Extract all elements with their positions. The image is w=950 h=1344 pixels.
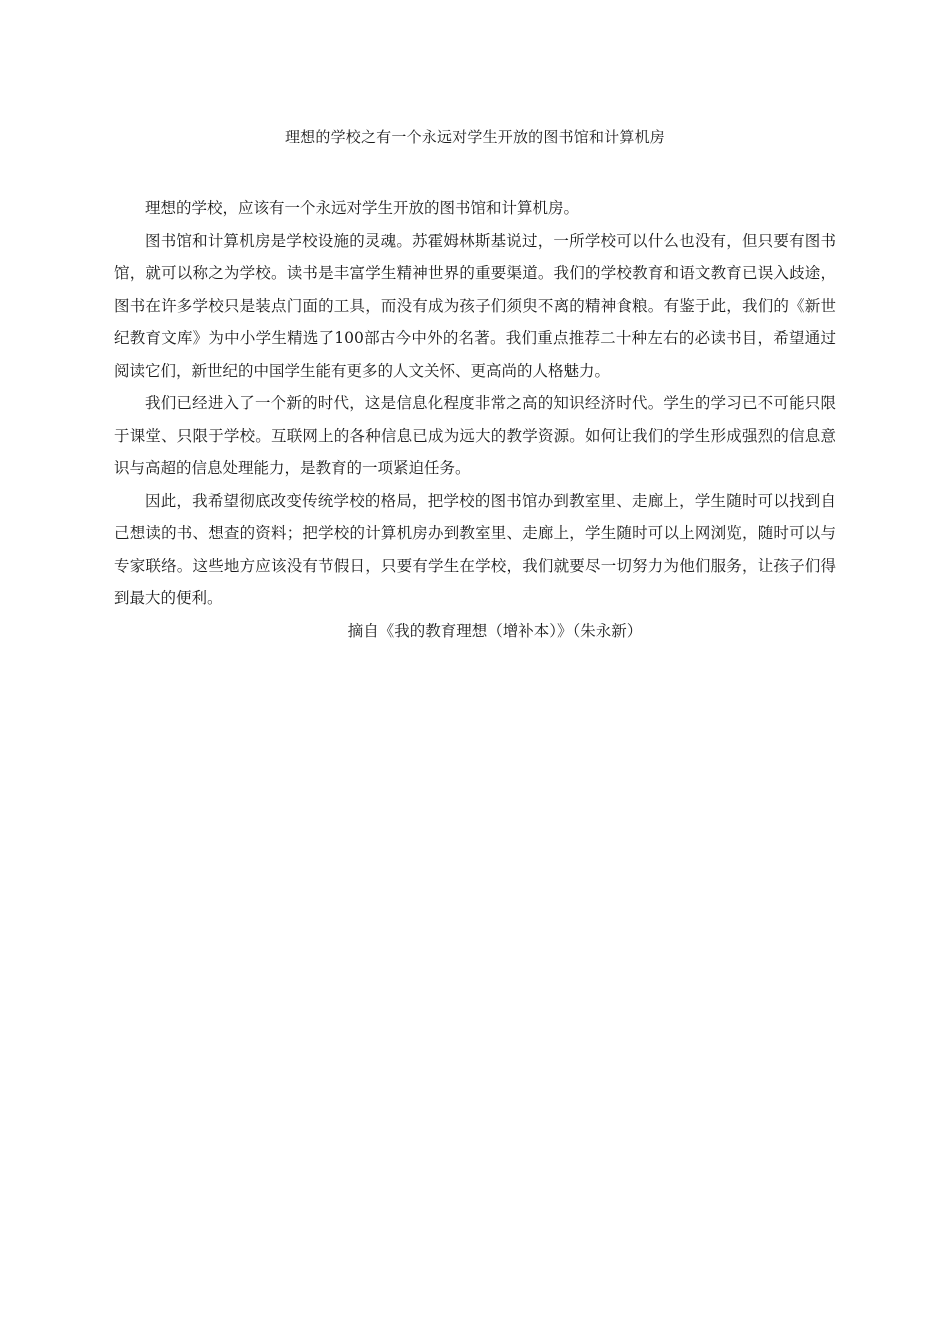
document-title: 理想的学校之有一个永远对学生开放的图书馆和计算机房 xyxy=(284,128,665,146)
document-body xyxy=(114,192,836,647)
paragraph-4: 因此，我希望彻底改变传统学校的格局，把学校的图书馆办到教室里、走廊上，学生随时可以找到自己想读的书、想查的资料；把学校的计算机房办到教室里、走廊上，学生随时可以上网浏览，随时可以与专家联络。这些地方应该没有节假日，只要有学生在学校，我们就要尽一切努力为他们服务，让孩子们得到最大的便利。 xyxy=(114,491,836,607)
source-citation: 摘自《我的教育理想（增补本）》（朱永新） xyxy=(347,621,643,640)
paragraph-2: 图书馆和计算机房是学校设施的灵魂。苏霍姆林斯基说过，一所学校可以什么也没有，但只要有图书馆，就可以称之为学校。读书是丰富学生精神世界的重要渠道。我们的学校教育和语文教育已误入歧途，图书在许多学校只是装点门面的工具，而没有成为孩子们须臾不离的精神食粮。有鉴于此，我们的《新世纪教育文库》为中小学生精选了100部古今中外的名著。我们重点推荐二十种左右的必读书目，希望通过阅读它们，新世纪的中国学生能有更多的人文关怀、更高尚的人格魅力。 xyxy=(114,231,836,380)
paragraph-1: 理想的学校，应该有一个永远对学生开放的图书馆和计算机房。 xyxy=(145,199,580,217)
paragraph-3: 我们已经进入了一个新的时代，这是信息化程度非常之高的知识经济时代。学生的学习已不可能只限于课堂、只限于学校。互联网上的各种信息已成为远大的教学资源。如何让我们的学生形成强烈的信息意识与高超的信息处理能力，是教育的一项紧迫任务。 xyxy=(114,394,836,477)
